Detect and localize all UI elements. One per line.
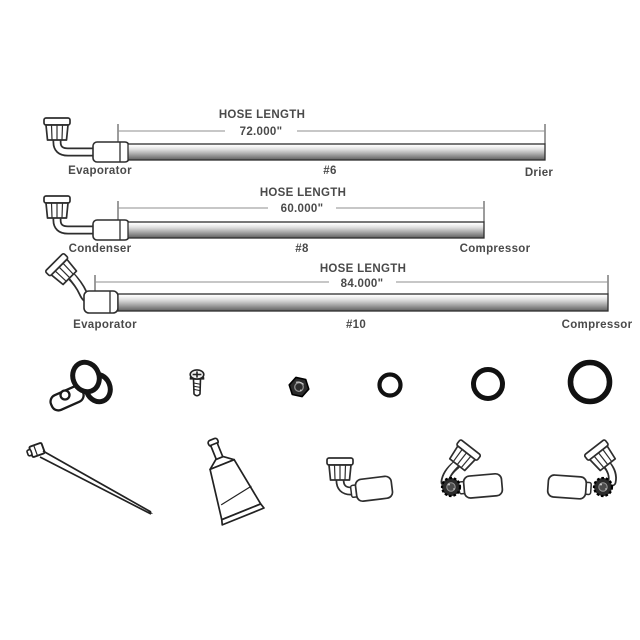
hose-body — [128, 222, 484, 238]
lubricant-tube-icon — [191, 431, 264, 525]
fitting-90-degree-service-port-mirrored-icon — [547, 439, 618, 499]
crimp-collar-icon — [84, 291, 118, 313]
hose-assembly-2 — [44, 187, 531, 255]
hose1-right-label: Drier — [524, 167, 554, 179]
hose1-size-label: #6 — [323, 165, 337, 177]
cushion-clamp-icon — [48, 358, 114, 412]
fitting-nut-icon — [44, 196, 70, 218]
fitting-90-degree-icon — [327, 458, 393, 502]
hose3-right-label: Compressor — [561, 319, 633, 331]
mounting-screw-icon — [190, 370, 204, 396]
crimp-collar-icon — [93, 142, 129, 162]
hose2-length-value: 60.000" — [280, 203, 324, 215]
hose3-dimension-heading: HOSE LENGTH — [319, 263, 407, 275]
hose3-left-label: Evaporator — [73, 319, 137, 331]
hose2-left-label: Condenser — [68, 243, 132, 255]
hose-assembly-3 — [45, 253, 633, 331]
hose3-length-value: 84.000" — [340, 278, 384, 290]
hose-body — [118, 294, 608, 311]
o-ring-small-icon — [380, 375, 401, 396]
hose3-size-label: #10 — [345, 319, 367, 331]
o-ring-large-icon — [571, 363, 610, 402]
fitting-nut-icon — [44, 118, 70, 140]
hose-body — [128, 144, 545, 160]
hex-nut-icon — [287, 376, 310, 397]
fitting-90-degree-service-port-icon — [442, 439, 503, 499]
cable-tie-icon — [26, 443, 153, 514]
hose1-length-value: 72.000" — [239, 126, 283, 138]
crimp-collar-icon — [93, 220, 129, 240]
hose1-left-label: Evaporator — [68, 165, 132, 177]
hose2-right-label: Compressor — [459, 243, 531, 255]
hose2-dimension-heading: HOSE LENGTH — [259, 187, 347, 199]
hose1-dimension-heading: HOSE LENGTH — [218, 109, 306, 121]
hose2-size-label: #8 — [295, 243, 309, 255]
hose-assembly-1 — [44, 109, 553, 179]
o-ring-medium-icon — [474, 370, 503, 399]
